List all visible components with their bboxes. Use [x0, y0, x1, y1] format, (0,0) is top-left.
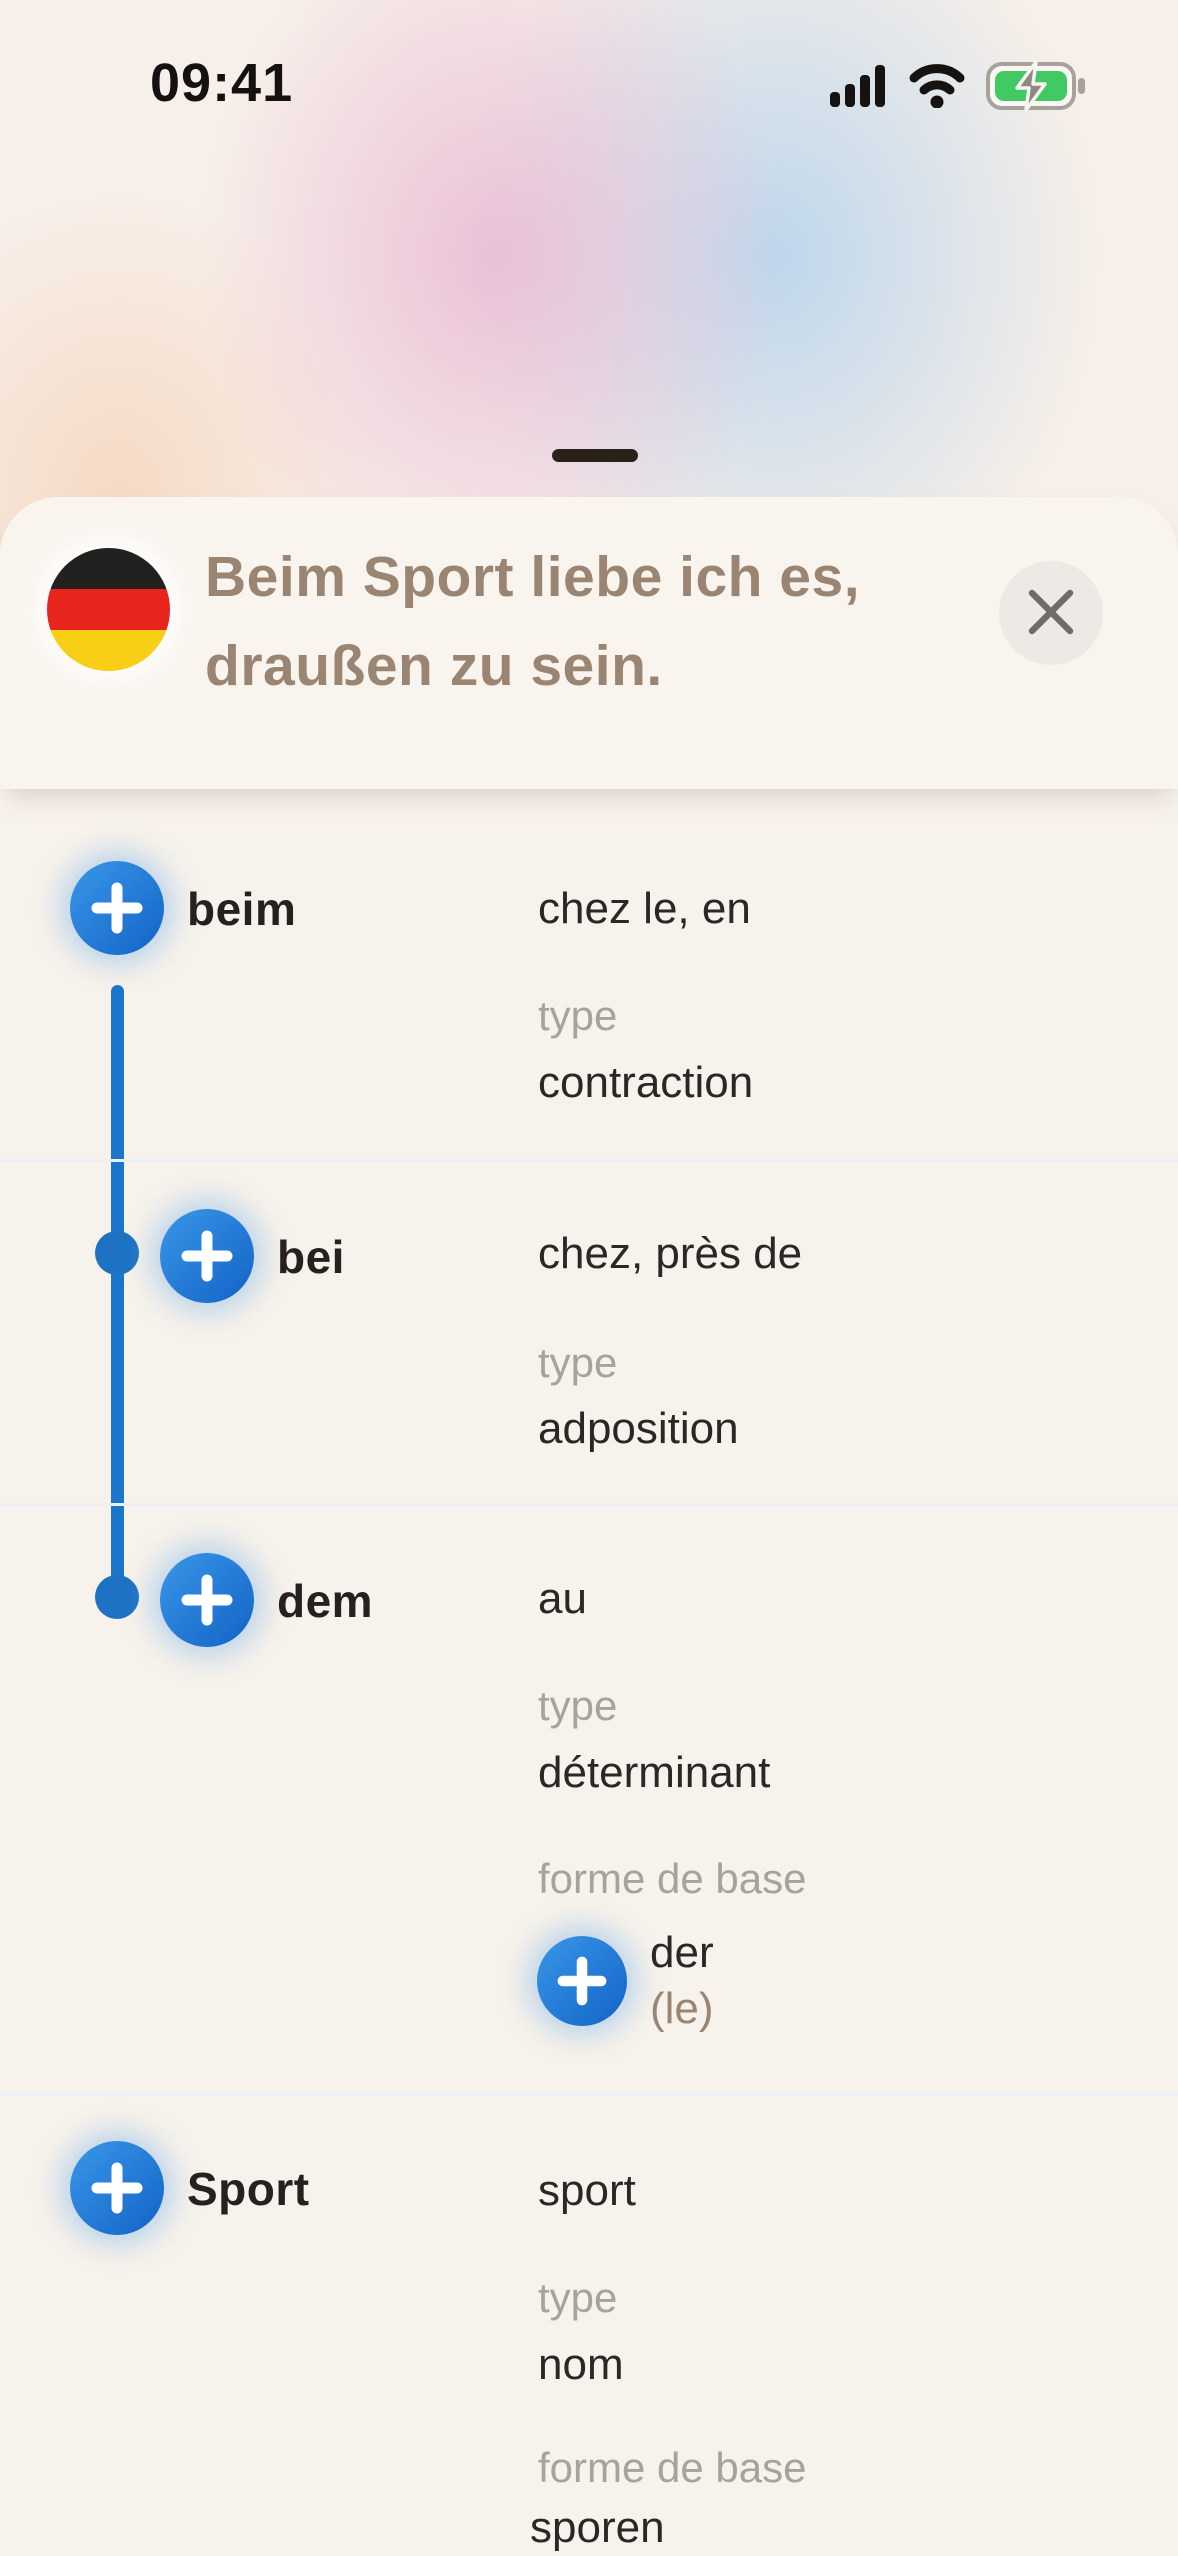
row-divider [0, 1159, 1178, 1162]
wifi-icon [908, 64, 966, 113]
battery-charging-icon [986, 60, 1086, 117]
row-divider [0, 1503, 1178, 1506]
clock: 09:41 [150, 53, 294, 113]
type-label: type [538, 1339, 618, 1386]
sentence-header [0, 497, 1178, 789]
type-label: type [538, 2274, 618, 2321]
word-translation: chez le, en [538, 884, 751, 933]
tree-node-dot [95, 1575, 139, 1619]
status-bar [0, 0, 1178, 130]
type-value: adposition [538, 1404, 739, 1453]
add-word-button-dem[interactable] [160, 1553, 254, 1647]
word-breakdown-sheet[interactable] [0, 497, 1178, 2556]
sentence-line-2: draußen zu sein. [205, 634, 663, 698]
sheet-drag-handle[interactable] [552, 449, 638, 462]
tree-node-dot [95, 1231, 139, 1275]
plus-icon [160, 1209, 254, 1303]
type-label: type [538, 1682, 618, 1729]
type-value: déterminant [538, 1748, 771, 1797]
add-word-button-sport[interactable] [70, 2141, 164, 2235]
cellular-signal-icon [830, 65, 888, 112]
sentence-text [205, 533, 995, 711]
add-word-button-bei[interactable] [160, 1209, 254, 1303]
plus-icon [537, 1936, 627, 2026]
base-form-word: der [650, 1928, 714, 1977]
tree-connector-line [111, 985, 124, 1598]
base-form-label: forme de base [538, 1855, 807, 1902]
word-translation: au [538, 1574, 587, 1623]
word-label: dem [277, 1575, 374, 1627]
word-translation: chez, près de [538, 1229, 803, 1278]
type-value: nom [538, 2340, 624, 2389]
word-translation: sport [538, 2166, 636, 2215]
german-flag-icon [47, 548, 170, 671]
close-icon [1028, 589, 1074, 638]
row-divider [0, 2093, 1178, 2096]
close-button[interactable] [999, 561, 1103, 665]
word-label: beim [187, 883, 297, 935]
sentence-line-1: Beim Sport liebe ich es, [205, 545, 861, 609]
plus-icon [70, 861, 164, 955]
base-form-gloss: (le) [650, 1984, 714, 2033]
type-value: contraction [538, 1058, 754, 1107]
word-label: bei [277, 1231, 345, 1283]
add-word-button-der[interactable] [537, 1936, 627, 2026]
add-word-button-beim[interactable] [70, 861, 164, 955]
base-form-value: sporen [530, 2503, 665, 2552]
base-form-label: forme de base [538, 2444, 807, 2491]
type-label: type [538, 992, 618, 1039]
plus-icon [160, 1553, 254, 1647]
word-label: Sport [187, 2163, 310, 2215]
plus-icon [70, 2141, 164, 2235]
